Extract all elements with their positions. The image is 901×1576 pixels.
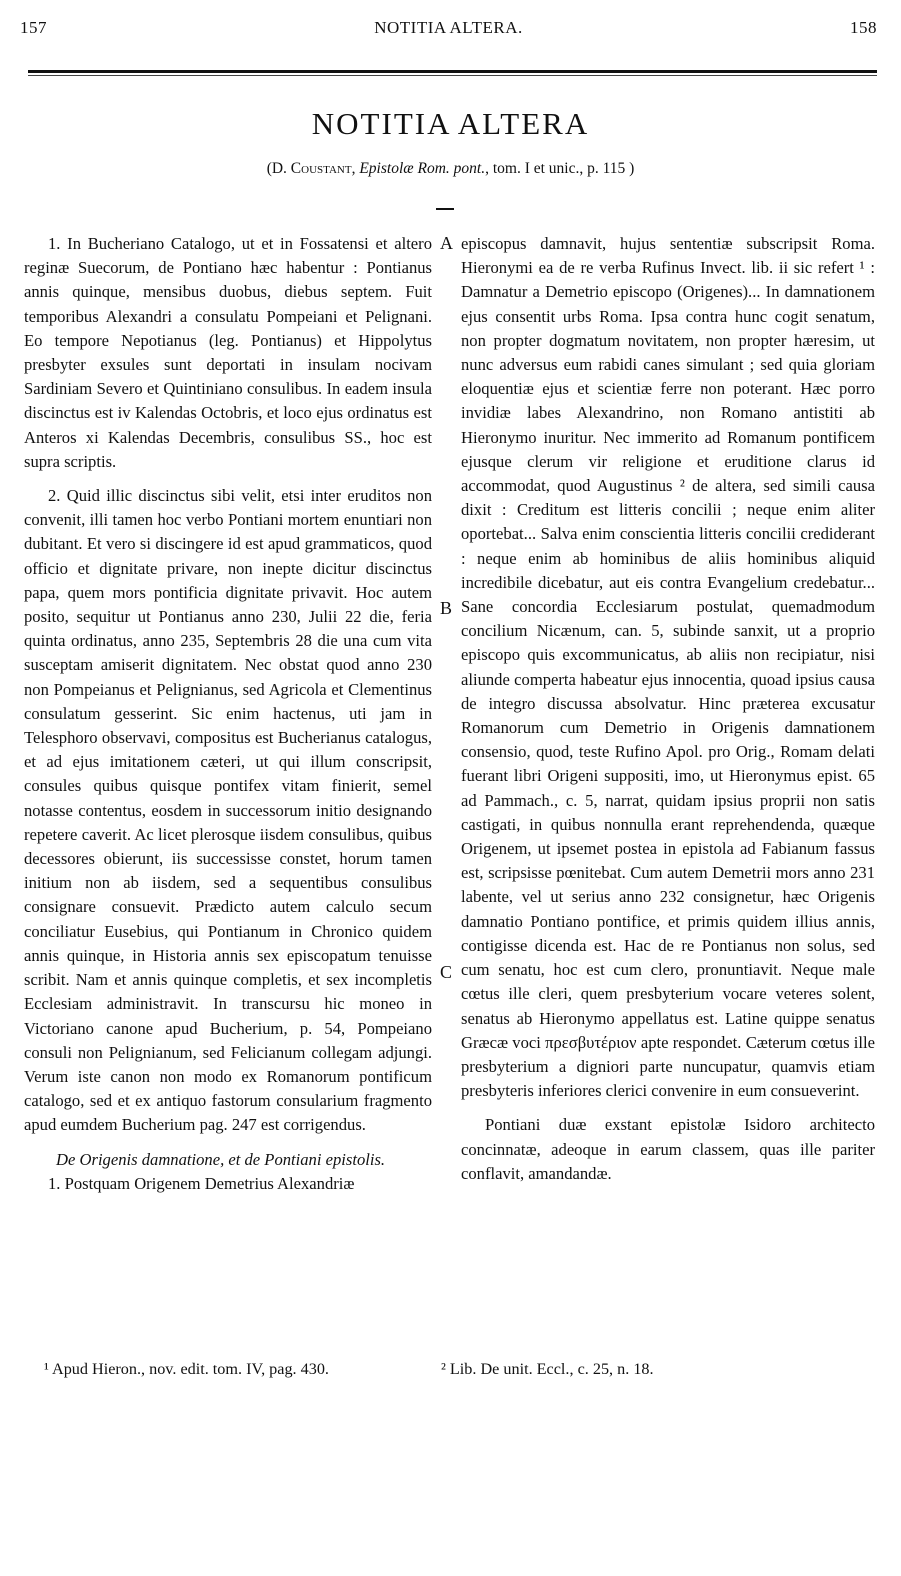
right-column — [461, 232, 875, 1186]
margin-marker-a: A — [440, 233, 453, 253]
source-rest: , tom. I et unic., p. 115 ) — [485, 160, 635, 177]
paragraph-3: 1. Postquam Origenem Demetrius Alexandriæ — [48, 1173, 355, 1193]
source-work: Epistolæ Rom. pont. — [359, 160, 486, 177]
footnote-2: ² Lib. De unit. Eccl., c. 25, n. 18. — [441, 1360, 654, 1378]
source-sep: , — [351, 160, 360, 177]
header-rule — [28, 70, 877, 73]
running-header — [20, 18, 877, 44]
footnote-1: ¹ Apud Hieron., nov. edit. tom. IV, pag. 430. — [44, 1360, 329, 1378]
paragraph-2: 2. Quid illic discinctus sibi velit, etsi inter eruditos non convenit, illi tamen hoc verbo Pontiani mortem enuntiari non dubitant. Et vero si discingere id est apud grammaticos, quod officio et dignitate privare, non inepte dicitur discinctus papa, quem mors pontificia dignitate privavit. Hoc autem posito, sequitur ut Pontianus anno 230, Julii 22 die, feria quinta ordinatus, anno 235, Septembris 28 die una cum vita susceptam amiserit dignitatem. Nec obstat quod anno 230 non Pompeianus et Pelignianus, sed Agricola et Clementinus consulatum gesserint. Sic enim hactenus, uti jam in Telesphoro observavi, compositus est Bucherianus catalogus, et ad ejus imitationem cæteri, ut qui illum conscripsit, consules quibus quisque pontifex vitam finierit, semel notasse contentus, eosdem in successorum initio designando repetere caverit. Ac licet plerosque iisdem consulibus, quibus decessores obierunt, iis successisse constet, horum tamen initium non ab iisdem, sed a sequentibus consulibus consignare consuevit. Prædicto autem calculo secum conciliatur Eusebius, qui Pontianum in Chronico quidem annis quinque, in Historia annis sex episcopatum tenuisse scribit. Nam et annis quinque completis, et sex incompletis Ecclesiam administravit. In transcursu hic moneo in Victoriano canone apud Bucherium, p. 54, Pompeiano consuli non Pelignianum, sed Felicianum collegam adjungi. Verum iste canon non modo ex Romanorum pontificum catalogo, sed et ex antiquo fastorum consularium fragmento apud eumdem Bucherium pag. 247 est corrigendus. — [24, 486, 432, 1135]
right-page-number: 158 — [850, 18, 877, 37]
header-rule-thin — [28, 75, 877, 76]
source-citation — [0, 160, 901, 178]
section-heading: De Origenis damnatione, et de Pontiani epistolis. — [56, 1149, 386, 1169]
source-author: Coustant — [290, 160, 352, 177]
margin-marker-c: C — [440, 962, 453, 982]
margin-marker-b: B — [440, 598, 453, 618]
document-title: NOTITIA ALTERA — [311, 106, 590, 141]
source-open: (D. — [266, 160, 291, 177]
running-title: NOTITIA ALTERA. — [374, 18, 523, 37]
paragraph-1: 1. In Bucheriano Catalogo, ut et in Fossatensi et altero reginæ Suecorum, de Pontiano hæc habentur : Pontianus annis quinque, mensibus duobus, diebus septem. Fuit temporibus Alexandri a consulatu Pompeiani et Pelignani. Eo tempore Nepotianus (leg. Pontianus) et Hippolytus presbyter exsules sunt deportati in insulam nocivam Sardiniam Severo et Quintiniano consulibus. In eadem insula discinctus est iv Kalendas Octobris, et loco ejus ordinatus est Anteros xi Kalendas Decembris, consulibus SS., hoc est supra scriptis. — [24, 234, 432, 471]
left-column — [24, 232, 432, 1196]
title-dash — [436, 208, 454, 210]
left-page-number: 157 — [20, 18, 47, 37]
paragraph-epistolae: Pontiani duæ exstant epistolæ Isidoro architecto concinnatæ, adeoque in earum classem, quas ille pariter conflavit, amandandæ. — [461, 1115, 875, 1183]
paragraph-continued: episcopus damnavit, hujus sententiæ subscripsit Roma. Hieronymi ea de re verba Rufinus Invect. lib. ii sic refert ¹ : Damnatur a Demetrio episcopo (Origenes)... In damnationem ejus consentit urbs Roma. Ipsa contra hunc cogit senatum, non propter dogmatum novitatem, non propter hæresim, ut nunc adversus eum rabidi canes simulant ; sed quia gloriam eloquentiæ ejus et scientiæ ferre non poterant. Hæc porro invidiæ labes Alexandrino, non Romano antistiti ab Hieronymo inuritur. Nec immerito ad Romanum pontificem ejusque clerum vir religione et eruditione clarus id accommodat, quod Augustinus ² de altera, sed simili causa dixit : Creditum est litteris concilii ; neque enim aliter oportebat... Salva enim conscientia litteris concilii crediderant : neque enim ab hominibus de aliis hominibus aliquid incredibile dicebatur, aut eis contra Evangelium credebatur... Sane concordia Ecclesiarum postulat, quemadmodum concilium Nicænum, can. 5, subinde sanxit, ut a proprio episcopo quis excommunicatus, ab aliis non recipiatur, nisi aliunde comperta habeatur ejus innocentia, quoad ipsius causa de integro discussa absolvatur. Hinc præterea excusatur Romanorum cum Demetrio in Origenis damnationem consensio, quod, teste Rufino Apol. pro Orig., Romam delati fuerant libri Origeni suppositi, imo, ut Hieronymus epist. 65 ad Pammach., c. 5, narrat, quidam ipsius proprii non satis castigati, in quibus nonnulla erant reprehendenda, quæque Origenem, ut ipsemet postea in epistola ad Fabianum fassus est, scripsisse pœnitebat. Cum autem Demetrii mors anno 231 labente, vel ut serius anno 232 consignetur, hæc Origenis damnatio Pontiano pontifice, et primis quidem illius annis, contigisse dicenda est. Hac de re Pontianus non solus, sed cum senatu, hoc est cum clero, pronuntiavit. Neque male cœtus ille cleri, quem presbyterium vocare veteres solent, senatus ab Hieronymo appellatus est. Latine quippe senatus Græcæ voci πρεσβυτέριον apte respondet. Cæterum cœtus ille presbyterium a digniori parte nuncupatur, quamvis etiam presbyteris inferiores clerici convenire in eum consueverint. — [461, 234, 875, 1101]
